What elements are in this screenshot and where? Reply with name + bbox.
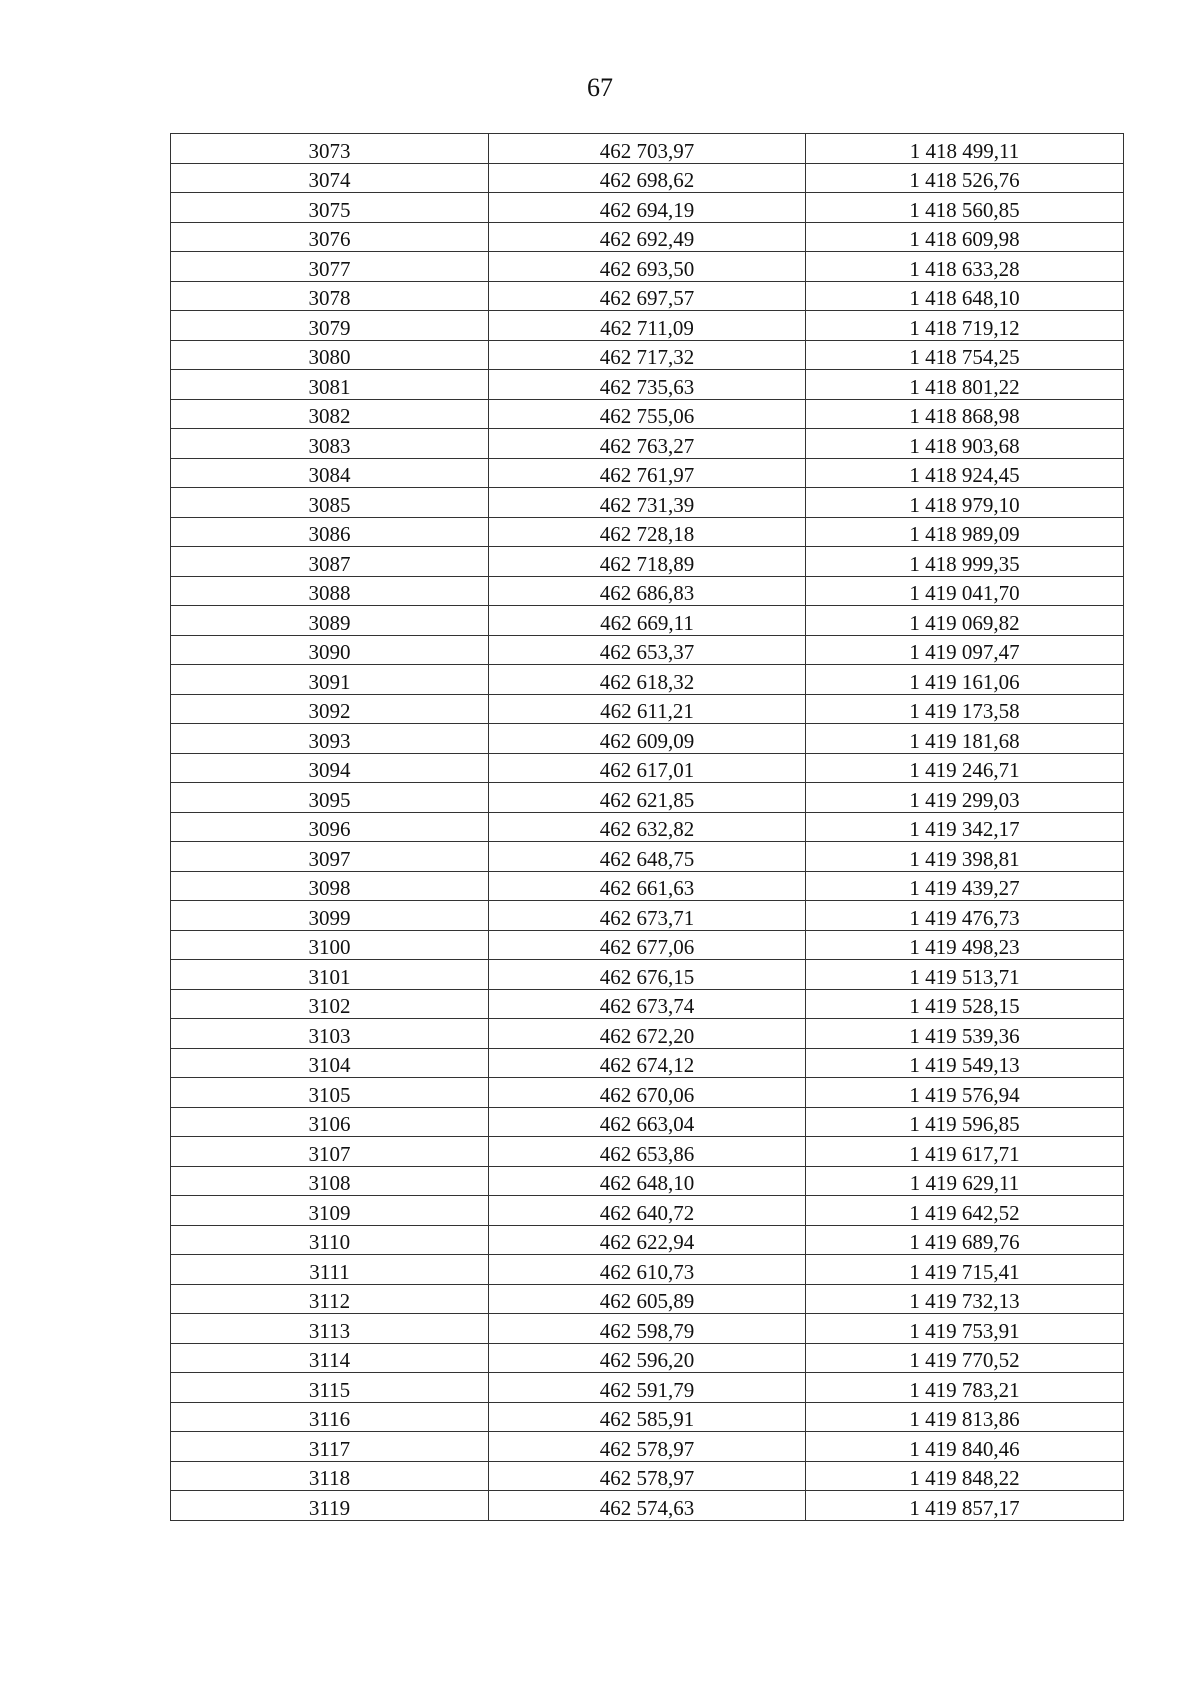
point-number-cell: 3111	[171, 1255, 489, 1285]
point-number-cell: 3102	[171, 989, 489, 1019]
table-row	[171, 665, 1124, 695]
table-row	[171, 1461, 1124, 1491]
x-coordinate-cell: 462 693,50	[489, 252, 806, 282]
point-number-cell: 3100	[171, 930, 489, 960]
y-coordinate-cell: 1 418 924,45	[806, 458, 1124, 488]
table-row	[171, 635, 1124, 665]
y-coordinate-cell: 1 419 041,70	[806, 576, 1124, 606]
y-coordinate-cell: 1 419 539,36	[806, 1019, 1124, 1049]
point-number-cell: 3094	[171, 753, 489, 783]
y-coordinate-cell: 1 419 629,11	[806, 1166, 1124, 1196]
point-number-cell: 3074	[171, 163, 489, 193]
x-coordinate-cell: 462 735,63	[489, 370, 806, 400]
point-number-cell: 3078	[171, 281, 489, 311]
y-coordinate-cell: 1 419 528,15	[806, 989, 1124, 1019]
point-number-cell: 3105	[171, 1078, 489, 1108]
point-number-cell: 3091	[171, 665, 489, 695]
y-coordinate-cell: 1 419 770,52	[806, 1343, 1124, 1373]
table-row	[171, 1373, 1124, 1403]
table-row	[171, 458, 1124, 488]
table-row	[171, 340, 1124, 370]
table-row	[171, 930, 1124, 960]
y-coordinate-cell: 1 419 439,27	[806, 871, 1124, 901]
table-row	[171, 1225, 1124, 1255]
point-number-cell: 3076	[171, 222, 489, 252]
point-number-cell: 3098	[171, 871, 489, 901]
point-number-cell: 3119	[171, 1491, 489, 1521]
table-row	[171, 134, 1124, 164]
x-coordinate-cell: 462 596,20	[489, 1343, 806, 1373]
x-coordinate-cell: 462 648,10	[489, 1166, 806, 1196]
point-number-cell: 3101	[171, 960, 489, 990]
y-coordinate-cell: 1 419 342,17	[806, 812, 1124, 842]
x-coordinate-cell: 462 692,49	[489, 222, 806, 252]
x-coordinate-cell: 462 632,82	[489, 812, 806, 842]
point-number-cell: 3117	[171, 1432, 489, 1462]
y-coordinate-cell: 1 419 513,71	[806, 960, 1124, 990]
y-coordinate-cell: 1 419 299,03	[806, 783, 1124, 813]
y-coordinate-cell: 1 418 989,09	[806, 517, 1124, 547]
table-row	[171, 724, 1124, 754]
point-number-cell: 3085	[171, 488, 489, 518]
page-number: 67	[587, 73, 613, 102]
table-row	[171, 753, 1124, 783]
table-row	[171, 1137, 1124, 1167]
table-row	[171, 989, 1124, 1019]
y-coordinate-cell: 1 419 732,13	[806, 1284, 1124, 1314]
x-coordinate-cell: 462 578,97	[489, 1461, 806, 1491]
x-coordinate-cell: 462 698,62	[489, 163, 806, 193]
y-coordinate-cell: 1 419 161,06	[806, 665, 1124, 695]
x-coordinate-cell: 462 621,85	[489, 783, 806, 813]
table-row	[171, 517, 1124, 547]
y-coordinate-cell: 1 419 689,76	[806, 1225, 1124, 1255]
point-number-cell: 3104	[171, 1048, 489, 1078]
x-coordinate-cell: 462 609,09	[489, 724, 806, 754]
table-row	[171, 547, 1124, 577]
coordinates-table	[170, 133, 1124, 1521]
table-row	[171, 812, 1124, 842]
x-coordinate-cell: 462 755,06	[489, 399, 806, 429]
x-coordinate-cell: 462 663,04	[489, 1107, 806, 1137]
y-coordinate-cell: 1 419 753,91	[806, 1314, 1124, 1344]
point-number-cell: 3093	[171, 724, 489, 754]
table-row	[171, 1048, 1124, 1078]
table-row	[171, 576, 1124, 606]
point-number-cell: 3114	[171, 1343, 489, 1373]
point-number-cell: 3116	[171, 1402, 489, 1432]
table-row	[171, 1196, 1124, 1226]
table-row	[171, 488, 1124, 518]
point-number-cell: 3083	[171, 429, 489, 459]
point-number-cell: 3075	[171, 193, 489, 223]
point-number-cell: 3112	[171, 1284, 489, 1314]
table-row	[171, 871, 1124, 901]
table-row	[171, 783, 1124, 813]
table-row	[171, 429, 1124, 459]
x-coordinate-cell: 462 610,73	[489, 1255, 806, 1285]
point-number-cell: 3090	[171, 635, 489, 665]
x-coordinate-cell: 462 694,19	[489, 193, 806, 223]
y-coordinate-cell: 1 418 648,10	[806, 281, 1124, 311]
point-number-cell: 3089	[171, 606, 489, 636]
x-coordinate-cell: 462 677,06	[489, 930, 806, 960]
y-coordinate-cell: 1 419 840,46	[806, 1432, 1124, 1462]
x-coordinate-cell: 462 585,91	[489, 1402, 806, 1432]
point-number-cell: 3084	[171, 458, 489, 488]
y-coordinate-cell: 1 418 719,12	[806, 311, 1124, 341]
y-coordinate-cell: 1 419 715,41	[806, 1255, 1124, 1285]
y-coordinate-cell: 1 419 617,71	[806, 1137, 1124, 1167]
table-row	[171, 370, 1124, 400]
y-coordinate-cell: 1 418 999,35	[806, 547, 1124, 577]
point-number-cell: 3080	[171, 340, 489, 370]
table-row	[171, 1284, 1124, 1314]
x-coordinate-cell: 462 653,86	[489, 1137, 806, 1167]
x-coordinate-cell: 462 669,11	[489, 606, 806, 636]
x-coordinate-cell: 462 728,18	[489, 517, 806, 547]
y-coordinate-cell: 1 419 576,94	[806, 1078, 1124, 1108]
table-row	[171, 222, 1124, 252]
x-coordinate-cell: 462 591,79	[489, 1373, 806, 1403]
x-coordinate-cell: 462 674,12	[489, 1048, 806, 1078]
x-coordinate-cell: 462 653,37	[489, 635, 806, 665]
x-coordinate-cell: 462 617,01	[489, 753, 806, 783]
point-number-cell: 3073	[171, 134, 489, 164]
y-coordinate-cell: 1 419 857,17	[806, 1491, 1124, 1521]
x-coordinate-cell: 462 622,94	[489, 1225, 806, 1255]
table-row	[171, 252, 1124, 282]
point-number-cell: 3082	[171, 399, 489, 429]
point-number-cell: 3088	[171, 576, 489, 606]
y-coordinate-cell: 1 418 526,76	[806, 163, 1124, 193]
y-coordinate-cell: 1 419 181,68	[806, 724, 1124, 754]
table-row	[171, 842, 1124, 872]
y-coordinate-cell: 1 419 783,21	[806, 1373, 1124, 1403]
point-number-cell: 3095	[171, 783, 489, 813]
table-row	[171, 1343, 1124, 1373]
x-coordinate-cell: 462 598,79	[489, 1314, 806, 1344]
point-number-cell: 3081	[171, 370, 489, 400]
point-number-cell: 3086	[171, 517, 489, 547]
x-coordinate-cell: 462 717,32	[489, 340, 806, 370]
x-coordinate-cell: 462 718,89	[489, 547, 806, 577]
y-coordinate-cell: 1 418 903,68	[806, 429, 1124, 459]
table-row	[171, 1402, 1124, 1432]
x-coordinate-cell: 462 731,39	[489, 488, 806, 518]
y-coordinate-cell: 1 418 979,10	[806, 488, 1124, 518]
y-coordinate-cell: 1 419 069,82	[806, 606, 1124, 636]
table-row	[171, 1491, 1124, 1521]
point-number-cell: 3103	[171, 1019, 489, 1049]
point-number-cell: 3079	[171, 311, 489, 341]
y-coordinate-cell: 1 419 097,47	[806, 635, 1124, 665]
point-number-cell: 3109	[171, 1196, 489, 1226]
point-number-cell: 3108	[171, 1166, 489, 1196]
y-coordinate-cell: 1 418 499,11	[806, 134, 1124, 164]
y-coordinate-cell: 1 419 848,22	[806, 1461, 1124, 1491]
point-number-cell: 3087	[171, 547, 489, 577]
y-coordinate-cell: 1 418 801,22	[806, 370, 1124, 400]
point-number-cell: 3096	[171, 812, 489, 842]
y-coordinate-cell: 1 418 560,85	[806, 193, 1124, 223]
x-coordinate-cell: 462 672,20	[489, 1019, 806, 1049]
y-coordinate-cell: 1 419 813,86	[806, 1402, 1124, 1432]
table-row	[171, 1166, 1124, 1196]
x-coordinate-cell: 462 686,83	[489, 576, 806, 606]
table-row	[171, 1107, 1124, 1137]
y-coordinate-cell: 1 419 549,13	[806, 1048, 1124, 1078]
table-row	[171, 1432, 1124, 1462]
x-coordinate-cell: 462 676,15	[489, 960, 806, 990]
table-row	[171, 694, 1124, 724]
x-coordinate-cell: 462 611,21	[489, 694, 806, 724]
y-coordinate-cell: 1 419 498,23	[806, 930, 1124, 960]
x-coordinate-cell: 462 618,32	[489, 665, 806, 695]
table-row	[171, 399, 1124, 429]
y-coordinate-cell: 1 418 868,98	[806, 399, 1124, 429]
x-coordinate-cell: 462 711,09	[489, 311, 806, 341]
y-coordinate-cell: 1 418 609,98	[806, 222, 1124, 252]
x-coordinate-cell: 462 697,57	[489, 281, 806, 311]
x-coordinate-cell: 462 640,72	[489, 1196, 806, 1226]
x-coordinate-cell: 462 673,71	[489, 901, 806, 931]
table-row	[171, 1019, 1124, 1049]
y-coordinate-cell: 1 418 633,28	[806, 252, 1124, 282]
table-row	[171, 606, 1124, 636]
point-number-cell: 3092	[171, 694, 489, 724]
table-row	[171, 1078, 1124, 1108]
x-coordinate-cell: 462 578,97	[489, 1432, 806, 1462]
x-coordinate-cell: 462 703,97	[489, 134, 806, 164]
y-coordinate-cell: 1 419 398,81	[806, 842, 1124, 872]
table-row	[171, 193, 1124, 223]
y-coordinate-cell: 1 419 596,85	[806, 1107, 1124, 1137]
point-number-cell: 3099	[171, 901, 489, 931]
point-number-cell: 3113	[171, 1314, 489, 1344]
table-row	[171, 1255, 1124, 1285]
y-coordinate-cell: 1 419 246,71	[806, 753, 1124, 783]
x-coordinate-cell: 462 605,89	[489, 1284, 806, 1314]
point-number-cell: 3115	[171, 1373, 489, 1403]
y-coordinate-cell: 1 419 173,58	[806, 694, 1124, 724]
x-coordinate-cell: 462 648,75	[489, 842, 806, 872]
y-coordinate-cell: 1 418 754,25	[806, 340, 1124, 370]
x-coordinate-cell: 462 661,63	[489, 871, 806, 901]
table-row	[171, 901, 1124, 931]
point-number-cell: 3077	[171, 252, 489, 282]
table-row	[171, 281, 1124, 311]
point-number-cell: 3106	[171, 1107, 489, 1137]
coordinates-table-body	[171, 134, 1124, 1521]
x-coordinate-cell: 462 673,74	[489, 989, 806, 1019]
table-row	[171, 1314, 1124, 1344]
table-row	[171, 311, 1124, 341]
point-number-cell: 3097	[171, 842, 489, 872]
x-coordinate-cell: 462 763,27	[489, 429, 806, 459]
x-coordinate-cell: 462 574,63	[489, 1491, 806, 1521]
point-number-cell: 3107	[171, 1137, 489, 1167]
y-coordinate-cell: 1 419 642,52	[806, 1196, 1124, 1226]
table-row	[171, 163, 1124, 193]
x-coordinate-cell: 462 670,06	[489, 1078, 806, 1108]
table-row	[171, 960, 1124, 990]
y-coordinate-cell: 1 419 476,73	[806, 901, 1124, 931]
point-number-cell: 3110	[171, 1225, 489, 1255]
x-coordinate-cell: 462 761,97	[489, 458, 806, 488]
point-number-cell: 3118	[171, 1461, 489, 1491]
